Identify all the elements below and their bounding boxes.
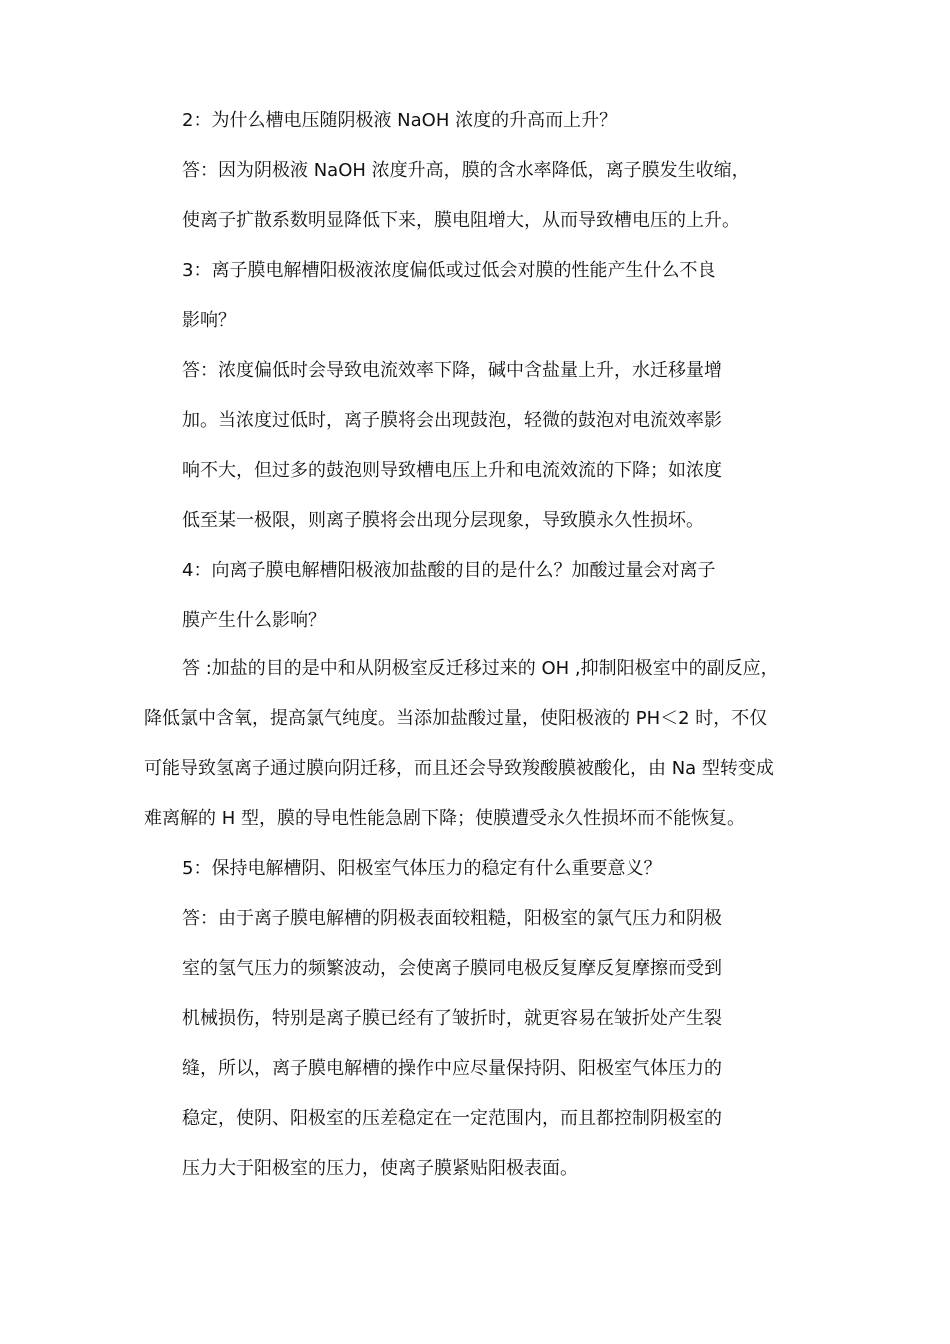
answer-4-line-2: 降低氯中含氧，提高氯气纯度。当添加盐酸过量，使阳极液的 PH＜2 时，不仅 <box>144 708 768 729</box>
answer-2-line-1: 答：因为阴极液 NaOH 浓度升高，膜的含水率降低，离子膜发生收缩， <box>182 160 750 181</box>
answer-2-line-2: 使离子扩散系数明显降低下来，膜电阻增大，从而导致槽电压的上升。 <box>182 210 740 231</box>
answer-4-line-1: 答 :加盐的目的是中和从阴极室反迁移过来的 OH ,抑制阳极室中的副反应， <box>182 658 779 679</box>
answer-5-line-1: 答：由于离子膜电解槽的阴极表面较粗糙，阳极室的氯气压力和阴极 <box>182 908 722 929</box>
answer-4-line-4: 难离解的 H 型，膜的导电性能急剧下降；使膜遭受永久性损坏而不能恢复。 <box>144 808 745 829</box>
question-4-line-1: 4：向离子膜电解槽阳极液加盐酸的目的是什么？加酸过量会对离子 <box>182 560 716 581</box>
question-4-line-2: 膜产生什么影响？ <box>182 610 326 631</box>
answer-5-line-5: 稳定，使阴、阳极室的压差稳定在一定范围内，而且都控制阴极室的 <box>182 1108 722 1129</box>
question-2: 2：为什么槽电压随阴极液 NaOH 浓度的升高而上升？ <box>182 110 618 131</box>
answer-5-line-2: 室的氢气压力的频繁波动，会使离子膜同电极反复摩反复摩擦而受到 <box>182 958 722 979</box>
answer-5-line-3: 机械损伤，特别是离子膜已经有了皱折时，就更容易在皱折处产生裂 <box>182 1008 722 1029</box>
answer-5-line-6: 压力大于阳极室的压力，使离子膜紧贴阳极表面。 <box>182 1158 578 1179</box>
answer-5-line-4: 缝，所以，离子膜电解槽的操作中应尽量保持阴、阳极室气体压力的 <box>182 1058 722 1079</box>
answer-3-line-2: 加。当浓度过低时，离子膜将会出现鼓泡，轻微的鼓泡对电流效率影 <box>182 410 722 431</box>
question-5: 5：保持电解槽阴、阳极室气体压力的稳定有什么重要意义？ <box>182 858 662 879</box>
answer-3-line-1: 答：浓度偏低时会导致电流效率下降，碱中含盐量上升，水迁移量增 <box>182 360 722 381</box>
answer-3-line-3: 响不大，但过多的鼓泡则导致槽电压上升和电流效流的下降；如浓度 <box>182 460 722 481</box>
answer-3-line-4: 低至某一极限，则离子膜将会出现分层现象，导致膜永久性损坏。 <box>182 510 704 531</box>
question-3-line-2: 影响？ <box>182 310 236 331</box>
question-3-line-1: 3：离子膜电解槽阳极液浓度偏低或过低会对膜的性能产生什么不良 <box>182 260 716 281</box>
answer-4-line-3: 可能导致氢离子通过膜向阴迁移，而且还会导致羧酸膜被酸化，由 Na 型转变成 <box>144 758 774 779</box>
